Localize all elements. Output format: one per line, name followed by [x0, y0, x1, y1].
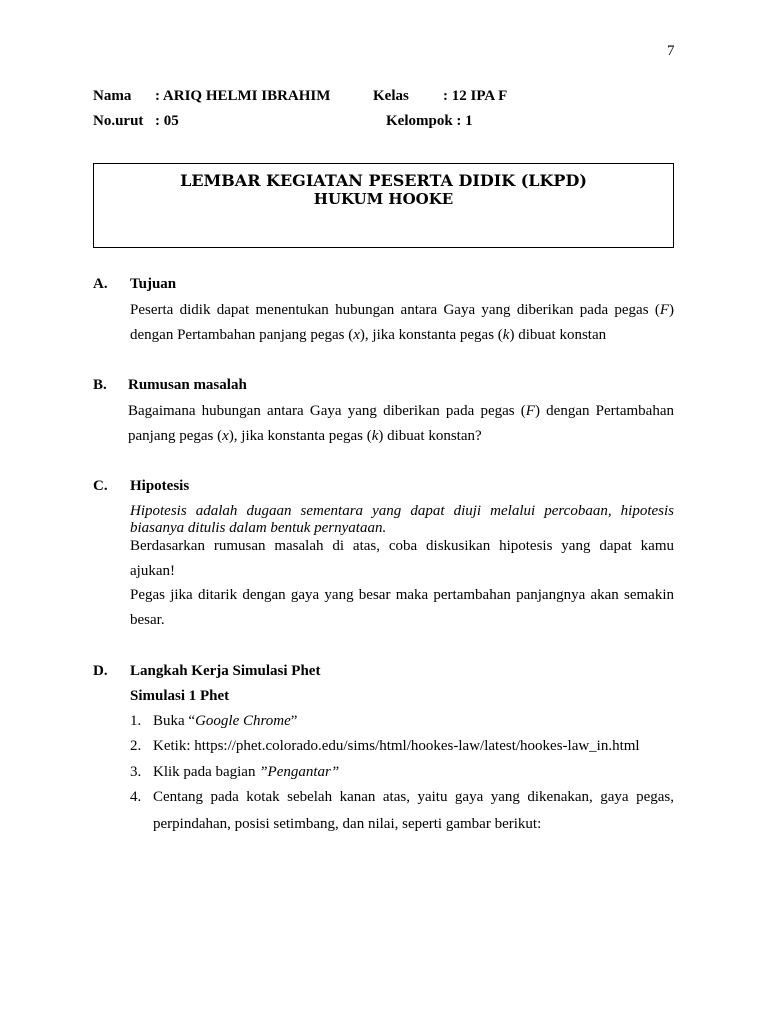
- kelas-label: Kelas: [373, 88, 409, 104]
- variable-x: x: [222, 428, 229, 444]
- document-subtitle: HUKUM HOOKE: [313, 190, 454, 208]
- section-heading: Langkah Kerja Simulasi Phet: [130, 663, 321, 679]
- variable-x: x: [353, 327, 360, 343]
- text-segment: Peserta didik dapat menentukan hubungan antara Gaya yang diberikan pada pegas (: [130, 302, 660, 318]
- section-heading: Rumusan masalah: [128, 377, 247, 393]
- title-box: [93, 163, 674, 248]
- step-number: 2.: [130, 738, 142, 754]
- nourut-label: No.urut: [93, 113, 144, 129]
- variable-f: F: [525, 403, 535, 419]
- text-segment: ) dengan Pertambahan: [534, 403, 674, 419]
- text-segment: ), jika konstanta pegas (: [359, 327, 503, 343]
- paragraph-line: [130, 301, 674, 319]
- emphasis-text: Google Chrome: [195, 713, 291, 729]
- text-segment: dengan Pertambahan panjang pegas (: [130, 327, 354, 343]
- variable-f: F: [659, 302, 669, 318]
- step-number: 4.: [130, 789, 142, 805]
- text-segment: Bagaimana hubungan antara Gaya yang diberikan pada pegas (: [128, 403, 526, 419]
- step-number: 1.: [130, 713, 142, 729]
- section-heading: Hipotesis: [130, 478, 190, 494]
- emphasis-text: ”Pengantar”: [259, 764, 340, 780]
- step-text: Centang pada kotak sebelah kanan atas, yaitu gaya yang dikenakan, gaya pegas,: [153, 789, 674, 805]
- hypothesis-answer-line: Pegas jika ditarik dengan gaya yang besar maka pertambahan panjangnya akan semakin: [130, 587, 674, 603]
- step-text: [153, 712, 297, 730]
- variable-k: k: [502, 327, 510, 343]
- text-segment: panjang pegas (: [128, 428, 223, 444]
- variable-k: k: [371, 428, 379, 444]
- section-letter: B.: [93, 377, 107, 393]
- definition-line: biasanya ditulis dalam bentuk pernyataan.: [130, 520, 387, 536]
- page-number: 7: [667, 43, 675, 59]
- kelas-value: : 12 IPA F: [443, 88, 508, 104]
- paragraph-line: [128, 427, 482, 445]
- text-segment: ”: [290, 713, 298, 729]
- document-title: LEMBAR KEGIATAN PESERTA DIDIK (LKPD): [180, 171, 587, 190]
- definition-line: Hipotesis adalah dugaan sementara yang dapat diuji melalui percobaan, hipotesis: [130, 503, 674, 519]
- hypothesis-answer-line: besar.: [130, 612, 165, 628]
- prompt-line: ajukan!: [130, 563, 175, 579]
- paragraph-line: [128, 402, 674, 420]
- text-segment: Buka “: [153, 713, 196, 729]
- kelompok-value: Kelompok : 1: [386, 113, 473, 129]
- text-segment: ) dibuat konstan?: [378, 428, 482, 444]
- section-heading: Tujuan: [130, 276, 177, 292]
- step-text: Ketik: https://phet.colorado.edu/sims/html/hookes-law/latest/hookes-law_in.html: [153, 738, 640, 754]
- step-text: perpindahan, posisi setimbang, dan nilai, seperti gambar berikut:: [153, 816, 542, 832]
- text-segment: ), jika konstanta pegas (: [228, 428, 372, 444]
- subsection-heading: Simulasi 1 Phet: [130, 688, 230, 704]
- section-letter: C.: [93, 478, 108, 494]
- step-text: [153, 763, 339, 781]
- prompt-line: Berdasarkan rumusan masalah di atas, coba diskusikan hipotesis yang dapat kamu: [130, 538, 674, 554]
- text-segment: ) dibuat konstan: [509, 327, 607, 343]
- paragraph-line: [130, 326, 606, 344]
- section-letter: D.: [93, 663, 108, 679]
- text-segment: ): [669, 302, 674, 318]
- text-segment: Klik pada bagian: [153, 764, 260, 780]
- section-letter: A.: [93, 276, 108, 292]
- nama-value: : ARIQ HELMI IBRAHIM: [155, 88, 331, 104]
- nourut-value: : 05: [155, 113, 179, 129]
- nama-label: Nama: [93, 88, 132, 104]
- step-number: 3.: [130, 764, 142, 780]
